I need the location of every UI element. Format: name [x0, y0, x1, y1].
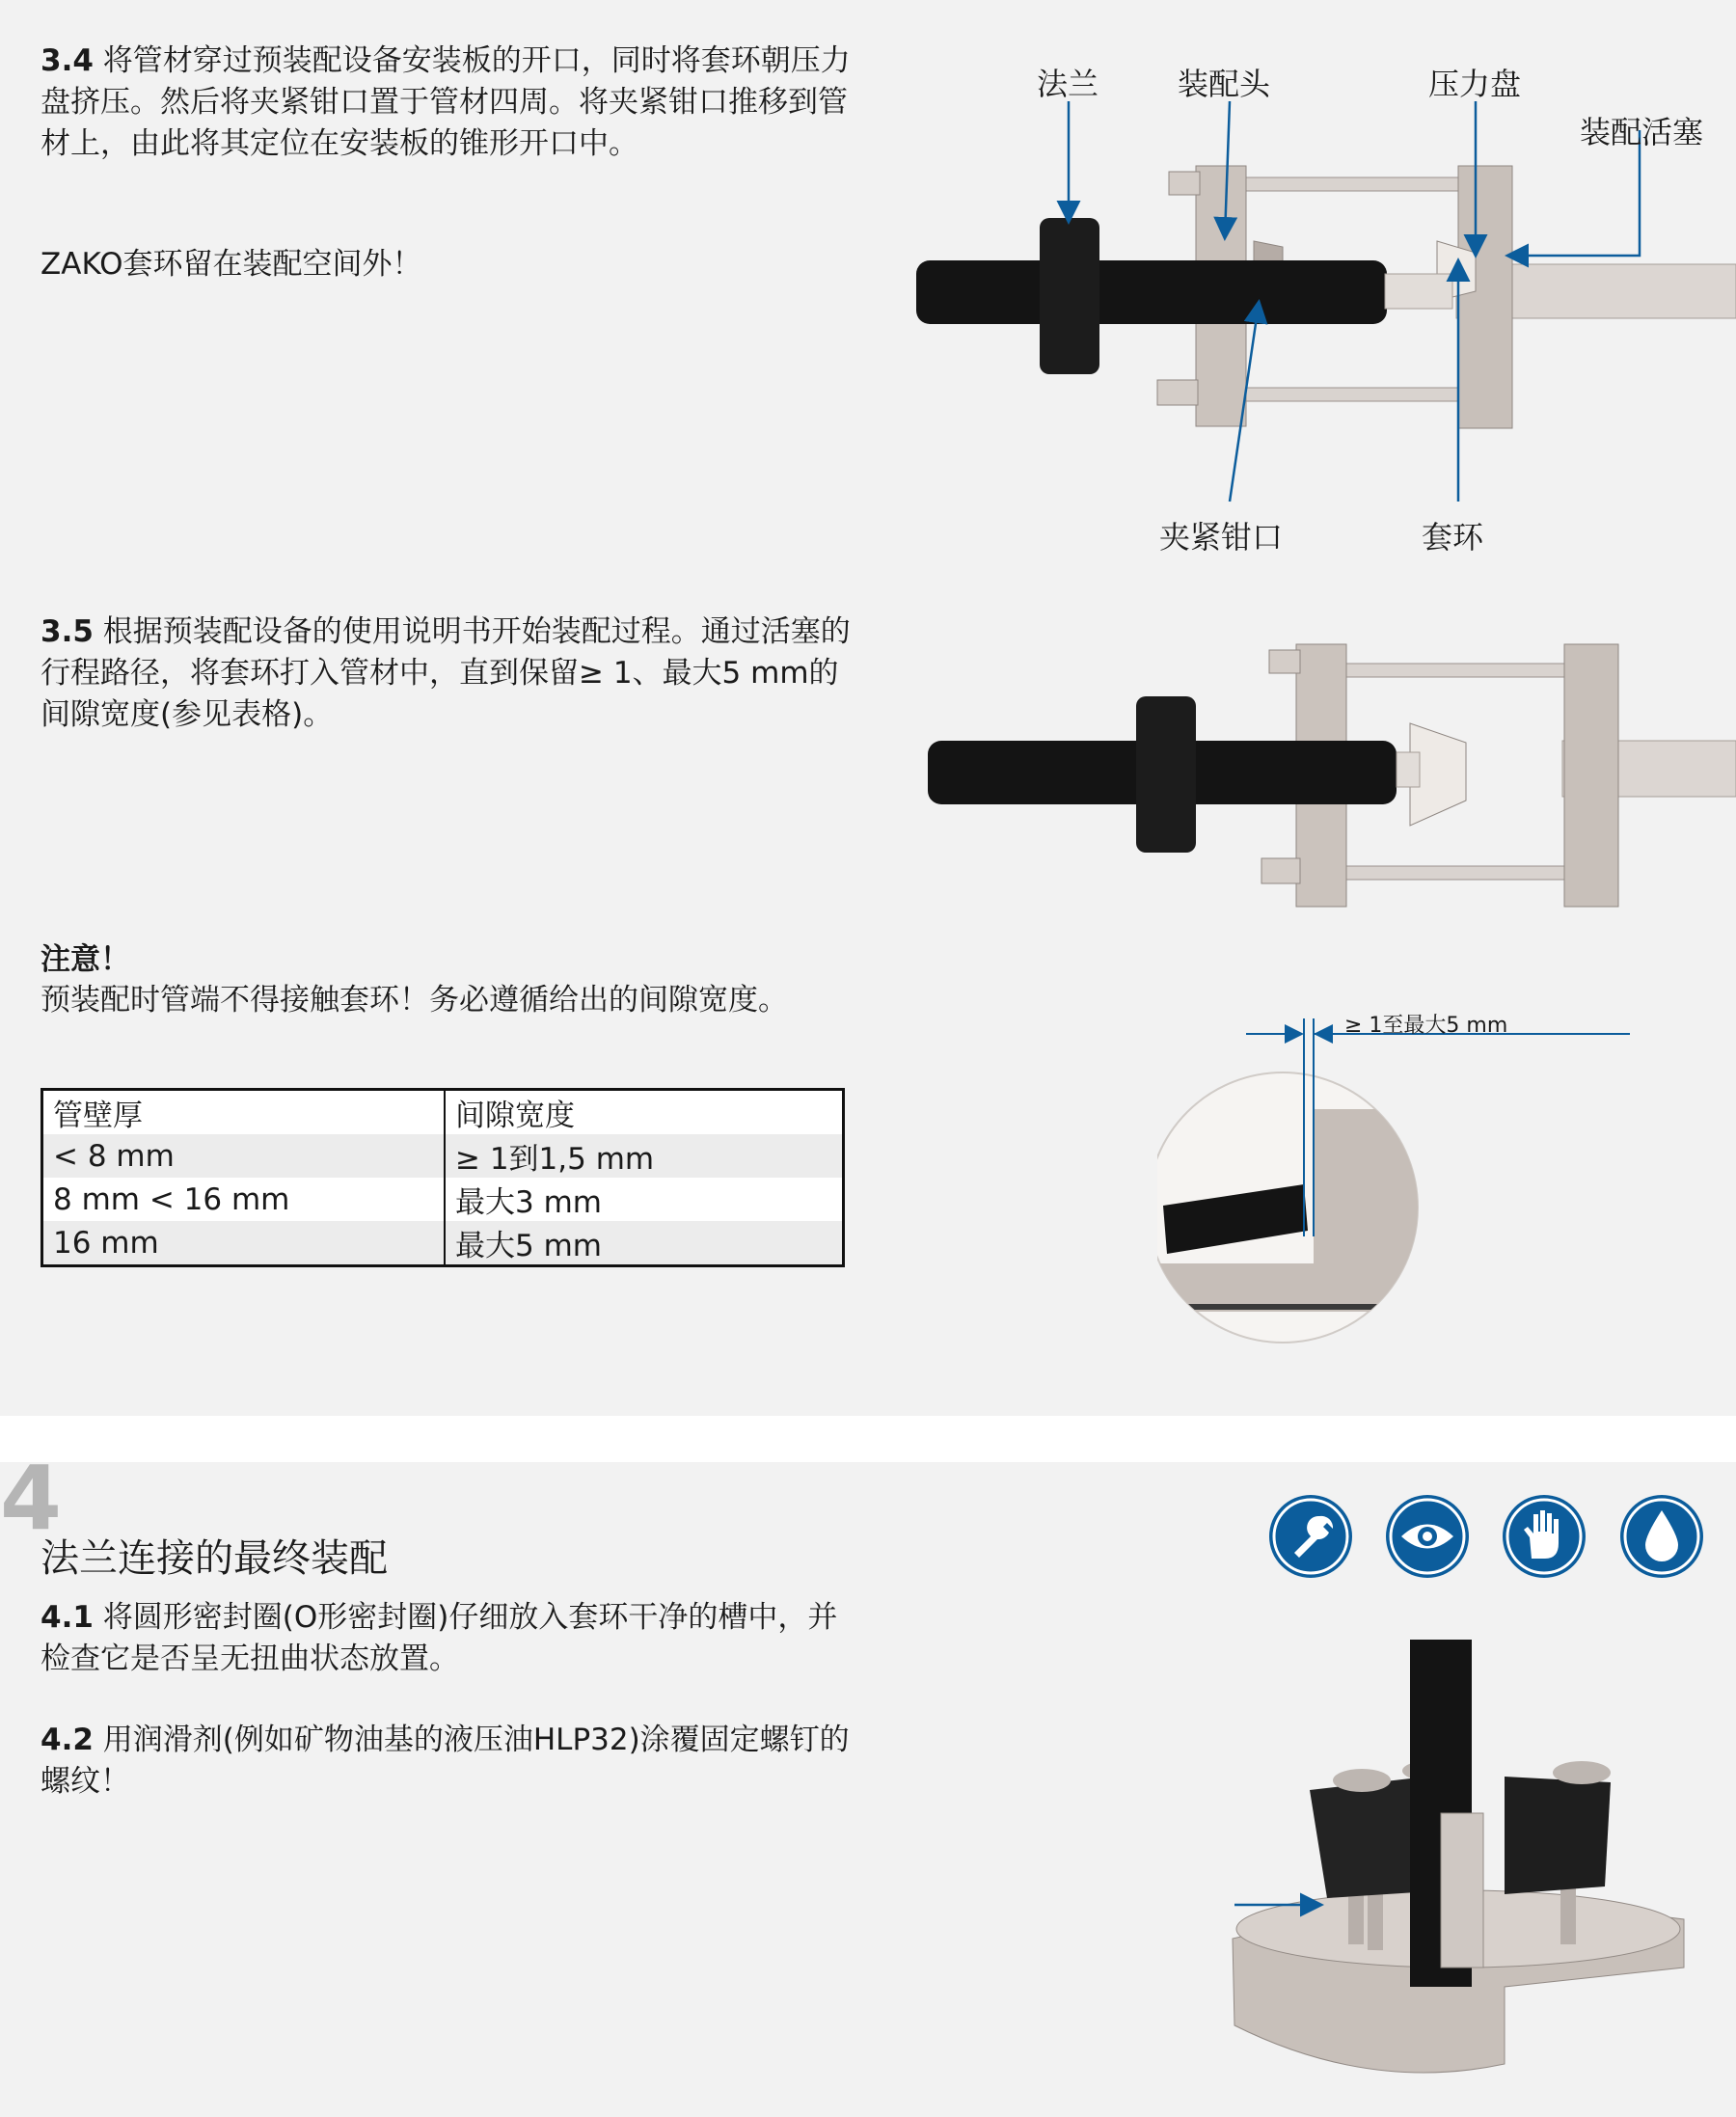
- eye-icon: [1386, 1495, 1469, 1578]
- label-pressure-disc: 压力盘: [1428, 66, 1522, 102]
- table-row: [42, 1178, 844, 1221]
- cell-wall-thickness: 8 mm < 16 mm: [42, 1178, 446, 1221]
- gap-width-table: [41, 1088, 845, 1267]
- cell-gap-width: ≥ 1到1,5 mm: [445, 1134, 844, 1178]
- gap-dimension-label: ≥ 1至最大5 mm: [1344, 1014, 1508, 1038]
- step-body: 根据预装配设备的使用说明书开始装配过程。通过活塞的行程路径，将套环打入管材中，直到保留≥ 1、最大5 mm的间隙宽度(参见表格)。: [41, 614, 851, 732]
- step-number: 3.4: [41, 43, 94, 78]
- step-body: 用润滑剂(例如矿物油基的液压油HLP32)涂覆固定螺钉的螺纹！: [41, 1723, 850, 1799]
- label-collar: 套环: [1422, 519, 1484, 556]
- step-3-5-text: [41, 611, 851, 736]
- cell-gap-width: 最大3 mm: [445, 1178, 844, 1221]
- label-clamping-jaw: 夹紧钳口: [1159, 519, 1284, 556]
- attention-title: 注意！: [41, 942, 130, 977]
- wrench-icon: [1269, 1495, 1352, 1578]
- table-header-row: [42, 1090, 844, 1135]
- step-number: 4.2: [41, 1723, 94, 1757]
- label-assembly-piston: 装配活塞: [1580, 114, 1704, 150]
- header-gap-width: 间隙宽度: [445, 1090, 844, 1135]
- hand-icon: [1503, 1495, 1586, 1578]
- pre-assembly-device-diagram-2: [916, 632, 1736, 911]
- gap-detail-diagram: [1157, 1003, 1640, 1350]
- step-4-1-text: [41, 1597, 851, 1680]
- cell-wall-thickness: < 8 mm: [42, 1134, 446, 1178]
- step-4-2-text: [41, 1720, 851, 1803]
- section-title: 法兰连接的最终装配: [41, 1536, 388, 1581]
- header-wall-thickness: 管壁厚: [42, 1090, 446, 1135]
- section-number: 4: [0, 1447, 63, 1550]
- step-number: 4.1: [41, 1600, 94, 1635]
- step-body: 将圆形密封圈(O形密封圈)仔细放入套环干净的槽中，并检查它是否呈无扭曲状态放置。: [41, 1600, 838, 1676]
- cell-gap-width: 最大5 mm: [445, 1221, 844, 1266]
- step-3-4-text: [41, 41, 851, 165]
- label-flange: 法兰: [1037, 66, 1099, 102]
- label-assembly-head: 装配头: [1178, 66, 1271, 102]
- drop-icon: [1620, 1495, 1703, 1578]
- step-number: 3.5: [41, 614, 94, 649]
- attention-text: 预装配时管端不得接触套环！务必遵循给出的间隙宽度。: [41, 983, 788, 1018]
- cell-wall-thickness: 16 mm: [42, 1221, 446, 1266]
- flange-assembly-illustration: [1225, 1630, 1707, 2093]
- collar-note: ZAKO套环留在装配空间外！: [41, 247, 422, 282]
- table-row: [42, 1134, 844, 1178]
- step-body: 将管材穿过预装配设备安装板的开口，同时将套环朝压力盘挤压。然后将夹紧钳口置于管材四周。将夹紧钳口推移到管材上，由此将其定位在安装板的锥形开口中。: [41, 43, 851, 161]
- table-row: [42, 1221, 844, 1266]
